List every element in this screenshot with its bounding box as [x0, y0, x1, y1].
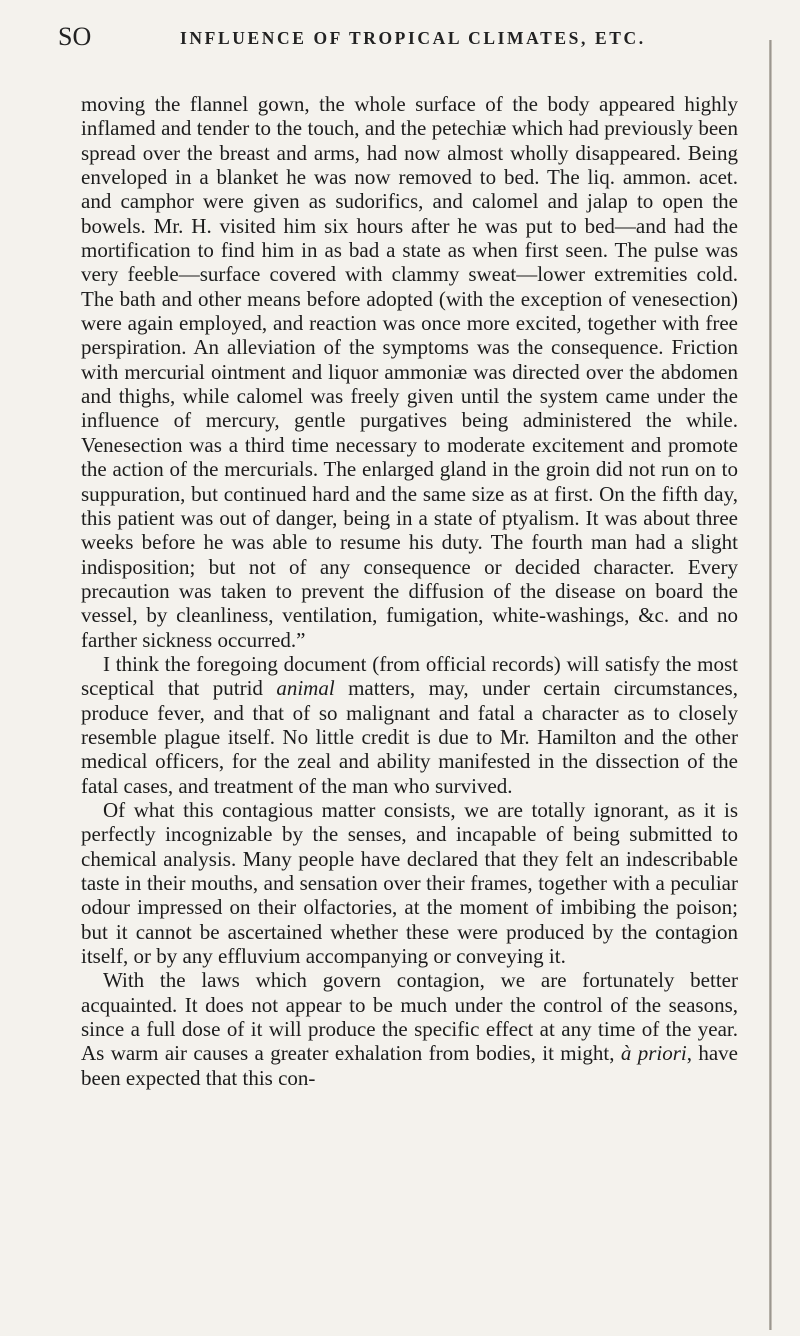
- page-number: SO: [58, 22, 92, 51]
- paragraph-3: Of what this contagious matter consists, we are totally ignorant, as it is perfectly incognizable by the senses, and incapable of being submitted to chemical analysis. Many people have declared that they felt an indescribable taste in their mouths, and sensation over their frames, together with a peculiar odour impressed on their olfactories, at the moment of imbibing the poison; but it cannot be ascertained whether these were produced by the contagion itself, or by any effluvium accompanying or conveying it.: [81, 797, 738, 969]
- paragraph-2-italic: animal: [276, 676, 335, 701]
- paragraph-2: [81, 652, 738, 798]
- paragraph-2-text-a: I think the foregoing document (from official records) will satisfy the most sceptical that putrid: [81, 651, 738, 701]
- body-text: [81, 92, 738, 1090]
- paragraph-4-italic: à priori: [620, 1041, 687, 1066]
- paragraph-1: moving the flannel gown, the whole surface of the body appeared highly inflamed and tender to the touch, and the petechiæ which had previously been spread over the breast and arms, had now almost wholly disappeared. Being enveloped in a blanket he was now removed to bed. The liq. ammon. acet. and camphor were given as sudorifics, and calomel and jalap to open the bowels. Mr. H. visited him six hours after he was put to bed—and had the mortification to find him in as bad a state as when first seen. The pulse was very feeble—surface covered with clammy sweat—lower extremities cold. The bath and other means before adopted (with the exception of venesection) were again employed, and reaction was once more excited, together with free perspiration. An alleviation of the symptoms was the consequence. Friction with mercurial ointment and liquor ammoniæ was directed over the abdomen and thighs, while calomel was freely given until the system came under the influence of mercury, gentle purgatives being administered the while. Venesection was a third time necessary to moderate excitement and promote the action of the mercurials. The enlarged gland in the groin did not run on to suppuration, but continued hard and the same size as at first. On the fifth day, this patient was out of danger, being in a state of ptyalism. It was about three weeks before he was able to resume his duty. The fourth man had a slight indisposition; but not of any consequence or decided character. Every precaution was taken to prevent the diffusion of the disease on board the vessel, by cleanliness, ventilation, fumigation, white-washings, &c. and no farther sickness occurred.”: [81, 92, 738, 652]
- running-title: INFLUENCE OF TROPICAL CLIMATES, ETC.: [180, 28, 646, 48]
- paragraph-4: [81, 968, 738, 1090]
- paragraph-4-text-b: , have been expected that this con-: [81, 1041, 738, 1090]
- page-header: [58, 22, 748, 56]
- paragraph-4-text-a: With the laws which govern contagion, we are fortunately better acquainted. It does not appear to be much under the control of the seasons, since a full dose of it will produce the specific effect at any time of the year. As warm air causes a greater exhalation from bodies, it might,: [81, 968, 738, 1066]
- page-edge-shadow: [769, 40, 772, 1330]
- paragraph-2-text-b: matters, may, under certain circumstances, produce fever, and that of so malignant and fatal a character as to closely resemble plague itself. No little credit is due to Mr. Hamilton and the other medical officers, for the zeal and ability manifested in the dissection of the fatal cases, and treatment of the man who survived.: [81, 676, 738, 798]
